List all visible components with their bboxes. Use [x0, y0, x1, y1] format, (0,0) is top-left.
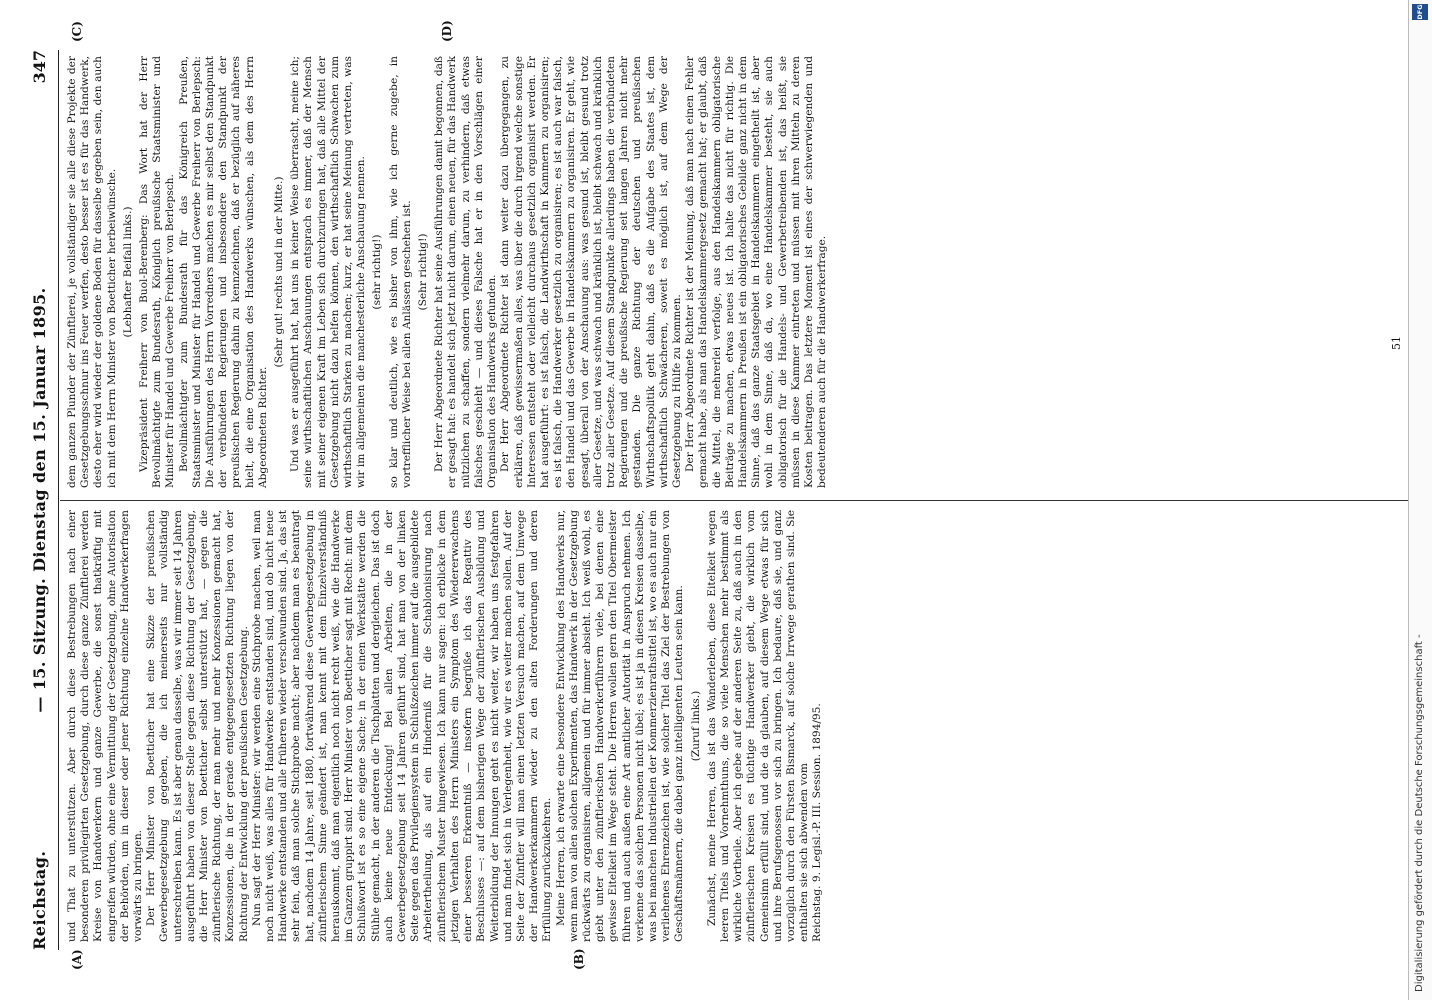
header-rule	[58, 50, 59, 950]
right-column	[66, 56, 829, 488]
margin-marker-d: (D)	[440, 20, 454, 42]
paragraph: Zunächst, meine Herren, das ist das Wanderleben, diese Eitelkeit wegen leeren Titels und Vornehmthuns, die so viele Menschen mehr bestimmt als wirkliche Vortheile. Aber ich gebe auf der anderen Seite zu, daß auch in den zünftlerischen Kreisen es tüchtige Handwerker giebt, die wirklich vom Gemeinsinn erfüllt sind, und die da glauben, auf diesem Wege etwas für sich und ihre Berufsgenossen vor sich zu bringen. Ich bedaure, daß sie, und ganz vorzüglich durch den Fürsten Bismarck, auf solche Irrwege gerathen sind. Sie enthalten sie sich abwenden vom	[705, 510, 811, 942]
interjection: (Lebhafter Beifall links.)	[121, 206, 134, 338]
paragraph: Bevollmächtigter zum Bundesrath für das Königreich Preußen, Staatsminister und Minister für Handel und Gewerbe Freiherr von Berlepsch: Die Ausführungen des Herrn Vorredners machen es mir selbst den Standpunkt der verbündeten Regierungen und insbesondere den Standpunkt der preußischen Regierung dahin zu kennzeichnen, daß er bezüglich auf näheres hielt, die eine Organisation des Handwerks wünschen, als dem des Herrn Abgeordneten Richter.	[177, 56, 269, 488]
source-line: Reichstag. 9. Legisl.-P. III. Session. 1894/95.	[811, 703, 824, 942]
signature-marker: 51	[1390, 336, 1403, 350]
left-column	[66, 510, 825, 942]
header-title-left: Reichstag.	[30, 850, 49, 950]
paragraph: Der Herr Abgeordnete Richter ist der Meinung, daß man nach einen Fehler gemacht habe, als man das Handelskammergesetz gemacht hat; er glaubt, daß die Mittel, die mehrerlei verfolge, aus den Handelskammern obligatorische Beiträge zu machen, etwas neues ist. Ich halte das nicht für richtig. Die Handelskammern in Preußen ist ein obligatorisches Gebilde ganz nicht in dem Sinne, daß das ganze Staatsgebiet in Handelskammern eingetheilt ist, aber wohl in dem Sinne, daß da, wo eine Handelskammer besteht, sie auch obligatorisch für die Handels- und Gewerbetreibenden ist, das heißt, sie müssen in diese Kammer eintreten und müssen mit ihren Mitteln zu deren Kosten beitragen. Das letztere Moment ist eines der schwerwiegenden und bedeutenderen auch für die Handwerkerfrage.	[684, 56, 829, 488]
paragraph: Vizepräsident Freiherr von Buol-Berenberg: Das Wort hat der Herr Bevollmächtigte zum Bundesrath, Königlich preußische Staatsminister und Minister für Handel und Gewerbe Freiherr von Berlepsch.	[138, 56, 177, 488]
paragraph: Der Herr Abgeordnete Richter hat seine Ausführungen damit begonnen, daß er gesagt hat: es handelt sich jetzt nicht darum, einen neuen, für das Handwerk nützlichen zu schaffen, sondern vielmehr darum, zu verhindern, daß etwas falsches geschieht — und dieses Falsche hat er in den Vorschlägen einer Organisation des Handwerks gefunden.	[433, 56, 499, 488]
margin-marker-b: (B)	[572, 948, 586, 970]
interjection: (Zuruf links.)	[689, 690, 702, 762]
column-separator	[60, 500, 1410, 501]
paragraph: und That zu unterstützen. Aber durch diese Bestrebungen nach einer besonderen privilegirten Gesetzgebung, durch diese ganze Zünftlerei werden Kreise von Handwerkern und ganze Gewerbe, die sonst thatkräftig mit eingreifen würden, ohne eine Vermittlung der Gesetzgebung, ohne Autorisation der Behörden, um in dieser oder jener Richtung einzelne Handwerkerfragen vorwärts zu bringen.	[66, 510, 145, 942]
margin-marker-c: (C)	[70, 21, 84, 42]
interjection: (sehr richtig!)	[371, 234, 384, 310]
digitization-footer	[1408, 0, 1432, 1000]
paragraph: Nun sagt der Herr Minister: wir werden eine Stichprobe machen, weil man noch nicht weiß, was alles für Handwerke entstanden sind, und ob nicht neue Handwerke entstanden und alle früheren wieder verschwunden sind. Ja, das ist sehr fein, daß man solche Stichprobe macht; aber nachdem man es beantragt hat, nachdem 14 Jahre, seit 1880, fortwährend diese Gewerbegesetzgebung in zünftlerischem Sinne geändert ist, man kennt mit dem Einzelverständniß herauskommt, daß man eigentlich noch nicht recht weiß, wie die Handwerke im Ganzen gruppirt sind. Herr Minister von Boetticher sagt mit Recht: mit dem Schlußwort ist es so eine eigene Sache; in der einen Werkstätte werden die Stühle gemacht, in der anderen die Tischplatten und dergleichen. Das ist doch auch keine neue Entdeckung! Bei allen Arbeiten, die in der Gewerbegesetzgebung seit 14 Jahren geführt sind, hat man von der linken Seite gegen das Privilegiensystem in Schlußzeichen immer auf die ausgebildete Arbeitertheilung, als auf ein Hinderniß für die Schablonisirung nach zünftlerischem Muster hingewiesen. Ich kann nur sagen: ich erblicke in dem jetzigen Verhalten des Herrn Ministers ein Symptom des Wiedererwachens einer besseren Erkenntniß — insofern begrüße ich das Regattiv des Beschlusses —: auf dem bisherigen Wege der zünftlerischen Ausbildung und Weiterbildung der Innungen geht es nicht weiter, wir haben uns festgefahren und man findet sich in Verlegenheit, wie wir es weiter machen sollen. Auf der Seite der Zünftler will man einen letzten Versuch machen, auf dem Umwege der Handwerkerkammern wieder zu den alten Forderungen und deren Erfüllung zurückzukehren.	[250, 510, 554, 942]
margin-marker-a: (A)	[70, 949, 84, 970]
paragraph: so klar und deutlich, wie es bisher von ihm, wie ich gerne zugebe, in vortrefflicher Weise bei allen Anlässen geschehen ist.	[387, 56, 413, 488]
page-header	[26, 50, 56, 950]
footer-text: Digitalisierung gefördert durch die Deutsche Forschungsgemeinschaft -	[1414, 634, 1425, 992]
paragraph: Der Herr Abgeordnete Richter ist dann weiter dazu übergegangen, zu erklären, daß gewissermaßen alles, was über die durch irgend welche sonstige Interessen entsteht oder vielleicht durchaus gesetzlich organisirt werden. Er hat ausgeführt: es ist falsch, die Landwirthschaft in Kammern zu organisiren; es ist falsch, die Handwerker gesetzlich zu organisiren; es ist auch war falsch, den Handel und das Gewerbe in Handelskammern zu organisiren. Er geht, wie gesagt, überall von der Anschauung aus: was gesund ist, bleibt gesund trotz aller Gesetze, und was schwach und kränklich ist, bleibt schwach und kränklich trotz aller Gesetze. Auf diesem Standpunkte allerdings haben die verbündeten Regierungen und die preußische Regierung seit langen Jahren nicht mehr gestanden. Die ganze Richtung der deutschen und preußischen Wirthschaftspolitik geht dahin, daß es die Aufgabe des Staates ist, dem wirthschaftlich Schwächeren, soweit es möglich ist, auf dem Wege der Gesetzgebung zu Hülfe zu kommen.	[499, 56, 683, 488]
interjection: (Sehr richtig!)	[417, 233, 430, 311]
page-number: 347	[30, 50, 49, 84]
header-title-center: — 15. Sitzung. Dienstag den 15. Januar 1895.	[30, 287, 49, 713]
interjection: (Sehr gut! rechts und in der Mitte.)	[273, 176, 286, 368]
paragraph: dem ganzen Plunder der Zünftlerei, je vollständiger sie alle diese Projekte der Gesetzgebungsschnur ins Feuer werfen, desto besser ist es für das Handwerk, desto eher wird wieder der goldene Boden für dasselbe gegeben sein, den auch ich mit dem Herrn Minister von Boetticher herbeiwünsche.	[66, 56, 118, 488]
paragraph: Und was er ausgeführt hat, hat uns in keiner Weise überrascht, meine ich; seine wirthschaftlichen Anschauungen entsprach es immer, daß der Mensch mit seiner eigenen Kraft im Leben sich durchzuringen hat, daß alle Mittel der Gesetzgebung nicht dazu helfen können, den wirthschaftlich Schwachen zum wirthschaftlich Starken zu machen; kurz, er hat seine Meinung vertreten, was wir im allgemeinen die manchesterliche Anschauung nennen.	[289, 56, 368, 488]
paragraph: Meine Herren, ich erwarte eine besondere Entwicklung des Handwerks nur, wenn man von allen solchen Experimenten, das Handwerk in der Gesetzgebung rückwärts zu organisiren, allgemein und für immer absieht. Ich weiß wohl, es giebt unter den zünftlerischen Handwerkerführern viele, bei denen eine gewisse Eitelkeit im Wege steht. Die Herren wollen gern den Titel Obermeister führen und auch außen eine Art amtlicher Autorität in Anspruch nehmen. Ich verkenne das solchen Personen nicht übel; es ist ja in diesen Kreisen dasselbe, was bei manchen Industriellen der Kommerzienrathstitel ist, wo es auch nur ein verliehenes Ehrenzeichen ist, wie solcher Titel das Ziel der Bestrebungen von Geschäftsmännern, die dabei ganz intelligenten Leuten sein kann.	[554, 510, 686, 942]
dfg-logo-icon: DFG	[1412, 4, 1428, 20]
paragraph: Der Herr Minister von Boetticher hat eine Skizze der preußischen Gewerbegesetzgebung gegeben, die ich meinerseits nur vollständig unterschreiben kann. Es ist aber genau dasselbe, was wir immer seit 14 Jahren ausgeführt haben von dieser Stelle gegen diese Richtung der Gesetzgebung, die Herr Minister von Boetticher selbst unterstützt hat, — gegen die zünftlerische Richtung, der man mehr und mehr Konzessionen gemacht hat, Konzessionen, die in der gerade entgegengesetzten Richtung liegen von der Richtung der Entwicklung der preußischen Gesetzgebung.	[145, 510, 250, 942]
